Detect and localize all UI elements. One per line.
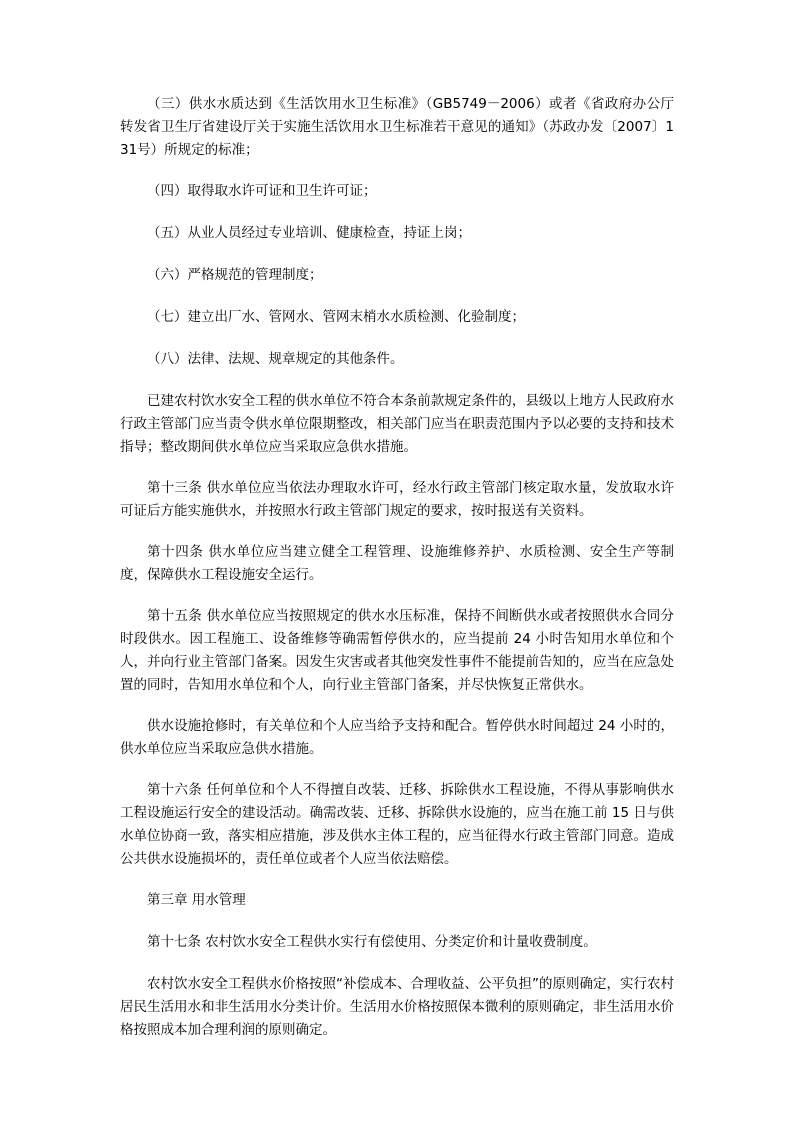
paragraph-item-3-water-quality: （三）供水水质达到《生活饮用水卫生标准》（GB5749－2006）或者《省政府办公厅转发省卫生厅省建设厅关于实施生活饮用水卫生标准若干意见的通知》（苏政办发〔2007〕131号）所规定的标准； [120,96,674,158]
paragraph-article-15: 第十五条 供水单位应当按照规定的供水水压标准，保持不间断供水或者按照供水合同分时段供水。因工程施工、设备维修等确需暂停供水的，应当提前 24 小时告知用水单位和个人，并向行业主管部门备案。因发生灾害或者其他突发性事件不能提前告知的，应当在应急处置的同时，告知用水单位和个人，向行业主管部门备案，并尽快恢复正常供水。 [120,608,674,693]
paragraph-article-16: 第十六条 任何单位和个人不得擅自改装、迁移、拆除供水工程设施，不得从事影响供水工程设施运行安全的建设活动。确需改装、迁移、拆除供水设施的，应当在施工前 15 日与供水单位协商一致，落实相应措施，涉及供水主体工程的，应当征得水行政主管部门同意。造成公共供水设施损坏的，责任单位或者个人应当依法赔偿。 [120,782,674,867]
paragraph-repair-cooperation: 供水设施抢修时，有关单位和个人应当给予支持和配合。暂停供水时间超过 24 小时的，供水单位应当采取应急供水措施。 [120,718,674,757]
paragraph-item-7-testing: （七）建立出厂水、管网水、管网末梢水水质检测、化验制度； [147,309,525,325]
paragraph-rectification: 已建农村饮水安全工程的供水单位不符合本条前款规定条件的，县级以上地方人民政府水行政主管部门应当责令供水单位限期整改，相关部门应当在职责范围内予以必要的支持和技术指导；整改期间供水单位应当采取应急供水措施。 [120,393,674,455]
paragraph-item-4-permits: （四）取得取水许可证和卫生许可证； [147,183,377,199]
paragraph-item-6-management: （六）严格规范的管理制度； [147,267,323,283]
chapter-heading-3: 第三章 用水管理 [147,892,246,908]
paragraph-article-17: 第十七条 农村饮水安全工程供水实行有偿使用、分类定价和计量收费制度。 [147,934,597,950]
paragraph-article-13: 第十三条 供水单位应当依法办理取水许可，经水行政主管部门核定取水量，发放取水许可证后方能实施供水，并按照水行政主管部门规定的要求，按时报送有关资料。 [120,480,674,519]
paragraph-pricing: 农村饮水安全工程供水价格按照“补偿成本、合理收益、公平负担”的原则确定，实行农村居民生活用水和非生活用水分类计价。生活用水价格按照保本微利的原则确定，非生活用水价格按照成本加合理利润的原则确定。 [120,976,674,1038]
paragraph-item-8-other: （八）法律、法规、规章规定的其他条件。 [147,351,404,367]
paragraph-item-5-staff: （五）从业人员经过专业培训、健康检查，持证上岗； [147,225,471,241]
paragraph-article-14: 第十四条 供水单位应当建立健全工程管理、设施维修养护、水质检测、安全生产等制度，保障供水工程设施安全运行。 [120,544,674,583]
